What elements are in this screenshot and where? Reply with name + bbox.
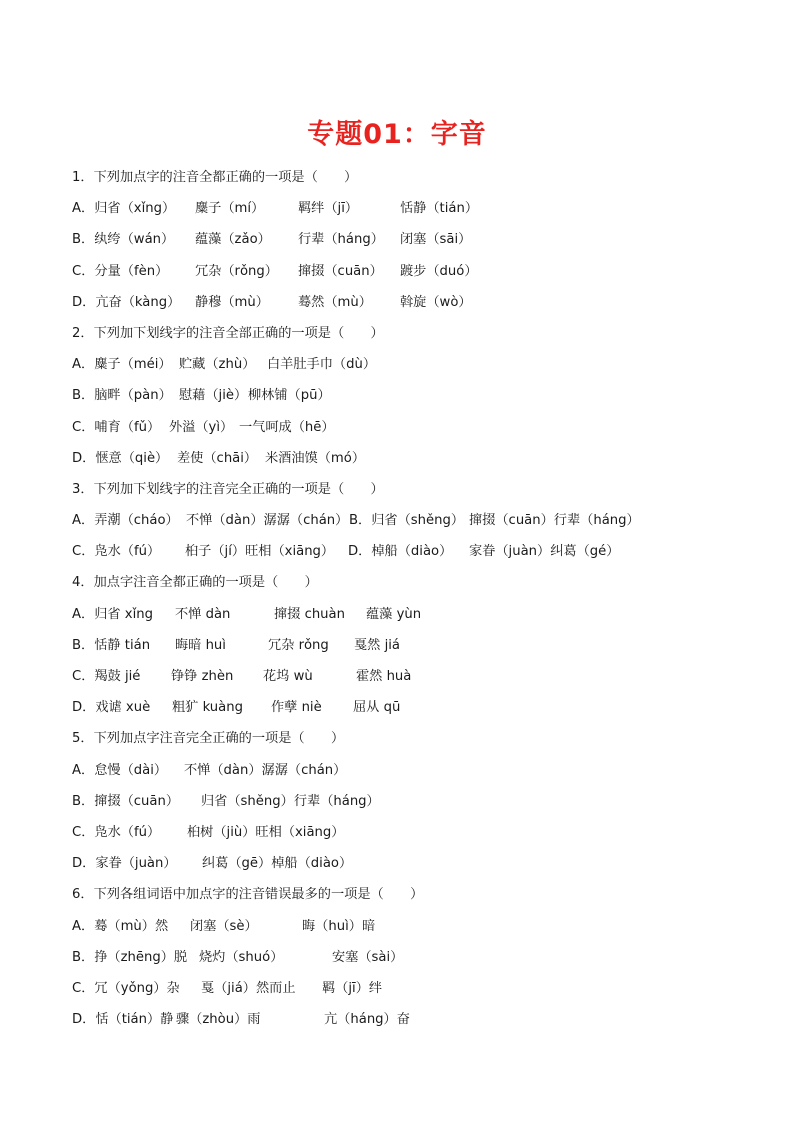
text-line (72, 443, 762, 474)
text-line (72, 224, 762, 255)
line-text: A．怠慢（dài） (72, 762, 168, 778)
option-item: 外溢（yì） (169, 419, 234, 435)
text-line (72, 349, 762, 380)
text-line (72, 380, 762, 411)
option-item: 纠葛（gē）棹船（diào） (202, 856, 353, 872)
text-line (72, 661, 762, 692)
option-item: 粗犷 kuàng (172, 700, 243, 716)
option-item: 撺掇 chuàn (274, 606, 345, 622)
option-item: 铮铮 zhèn (171, 669, 234, 684)
option-item: 麋子（mí） (195, 201, 265, 217)
option-item: 屈从 qū (353, 700, 401, 716)
text-line (72, 786, 762, 817)
line-text: D．家眷（juàn） (72, 856, 177, 872)
option-item: 冗杂 rǒng (268, 637, 329, 653)
line-text: A．弄潮（cháo） (72, 513, 179, 529)
option-item: 踱步（duó） (400, 263, 478, 279)
line-text: 6．下列各组词语中加点字的注音错误最多的一项是（ ） (72, 887, 424, 903)
line-text: B．恬静 tián (72, 637, 151, 653)
option-item: 家眷（juàn）纠葛（gé） (469, 544, 620, 560)
text-line (72, 755, 762, 786)
option-item: 差使（chāi） (177, 450, 258, 466)
option-item: 不惮（dàn）潺潺（chán） (184, 762, 347, 778)
text-line (72, 692, 762, 723)
option-item: 安塞（sài） (332, 949, 404, 965)
text-line (72, 536, 762, 567)
option-item: 撺掇（cuān）行辈（háng） (469, 513, 640, 529)
page-title: 专题01：字音 (307, 119, 487, 150)
option-item: 静穆（mù） (195, 294, 269, 310)
option-item: 晦（huì）暗 (302, 918, 376, 934)
text-line (72, 287, 762, 318)
option-item: 恬静（tián） (400, 201, 479, 217)
text-line (72, 942, 762, 973)
line-text: B．脑畔（pàn） (72, 388, 172, 404)
line-text: A．归省 xǐng (72, 606, 153, 622)
line-text: C．冗（yǒng）杂 (72, 980, 180, 996)
option-item: 白羊肚手巾（dù） (267, 357, 377, 373)
text-line (72, 256, 762, 287)
option-item: 冗杂（rǒng） (195, 263, 278, 279)
question-list (72, 162, 762, 1035)
option-item: 亢（háng）奋 (324, 1012, 410, 1028)
line-text: B．挣（zhēng）脱 (72, 949, 188, 965)
text-line (72, 318, 762, 349)
text-line (72, 412, 762, 443)
line-text: D．戏谑 xuè (72, 700, 151, 716)
option-item: 戛（jiá）然而止 (201, 980, 296, 996)
option-item: 柳林铺（pū） (248, 388, 331, 404)
option-item: 闭塞（sāi） (400, 232, 472, 248)
option-item: 羁（jī）绊 (322, 980, 383, 996)
option-item: 贮藏（zhù） (179, 357, 256, 373)
text-line (72, 848, 762, 879)
line-text: 3．下列加下划线字的注音完全正确的一项是（ ） (72, 481, 384, 497)
option-item: 桕子（jí）旺相（xiāng） (185, 544, 335, 560)
line-text: 2．下列加下划线字的注音全部正确的一项是（ ） (72, 325, 384, 341)
text-line (72, 630, 762, 661)
option-item: D．棹船（diào） (348, 544, 453, 560)
text-line (72, 723, 762, 754)
option-item: 蓦然（mù） (298, 294, 372, 310)
text-line (72, 193, 762, 224)
option-item: 羁绊（jī） (298, 201, 359, 217)
line-text: D．惬意（qiè） (72, 450, 169, 466)
option-item: 慰藉（jiè） (179, 388, 248, 404)
line-text: A．麋子（méi） (72, 357, 172, 373)
text-line (72, 879, 762, 910)
option-item: 归省（shěng）行辈（háng） (201, 793, 380, 809)
option-item: 戛然 jiá (354, 637, 400, 653)
line-text: C．凫水（fú） (72, 824, 161, 840)
text-line (72, 474, 762, 505)
option-item: 不惮 dàn (175, 606, 231, 622)
text-line (72, 1004, 762, 1035)
text-line (72, 567, 762, 598)
line-text: 1．下列加点字的注音全都正确的一项是（ ） (72, 170, 358, 185)
text-line (72, 599, 762, 630)
option-item: 作孽 niè (271, 700, 322, 716)
line-text: D．亢奋（kàng） (72, 294, 181, 310)
option-item: 蕴藻 yùn (366, 606, 422, 622)
text-line (72, 817, 762, 848)
option-item: 闭塞（sè） (190, 918, 258, 934)
line-text: 4．加点字注音全都正确的一项是（ ） (72, 575, 318, 591)
option-item: 行辈（háng） (298, 232, 384, 248)
text-line (72, 973, 762, 1004)
line-text: A．蓦（mù）然 (72, 918, 169, 934)
option-item: 桕树（jiù）旺相（xiāng） (187, 824, 345, 840)
option-item: 斡旋（wò） (400, 294, 472, 310)
line-text: B．撺掇（cuān） (72, 793, 180, 809)
option-item: B．归省（shěng） (349, 513, 465, 529)
option-item: 烧灼（shuó） (199, 949, 284, 965)
line-text: C．分量（fèn） (72, 263, 169, 279)
line-text: C．哺育（fǔ） (72, 419, 161, 435)
line-text: D．恬（tián）静 (72, 1012, 174, 1028)
line-text: C．羯鼓 jié (72, 669, 141, 684)
text-line (72, 505, 762, 536)
option-item: 骤（zhòu）雨 (176, 1012, 261, 1028)
line-text: 5．下列加点字注音完全正确的一项是（ ） (72, 731, 345, 747)
line-text: C．凫水（fú） (72, 544, 161, 560)
option-item: 蕴藻（zǎo） (195, 232, 271, 248)
option-item: 撺掇（cuān） (298, 263, 383, 279)
option-item: 不惮（dàn）潺潺（chán） (186, 513, 349, 529)
text-line (72, 162, 762, 193)
text-line (72, 911, 762, 942)
line-text: B．纨绔（wán） (72, 232, 175, 248)
option-item: 一气呵成（hē） (239, 419, 335, 435)
line-text: A．归省（xǐng） (72, 201, 176, 217)
option-item: 米酒油馍（mó） (265, 450, 366, 466)
option-item: 花坞 wù (263, 669, 313, 684)
option-item: 晦暗 huì (175, 637, 226, 653)
option-item: 霍然 huà (356, 669, 412, 684)
